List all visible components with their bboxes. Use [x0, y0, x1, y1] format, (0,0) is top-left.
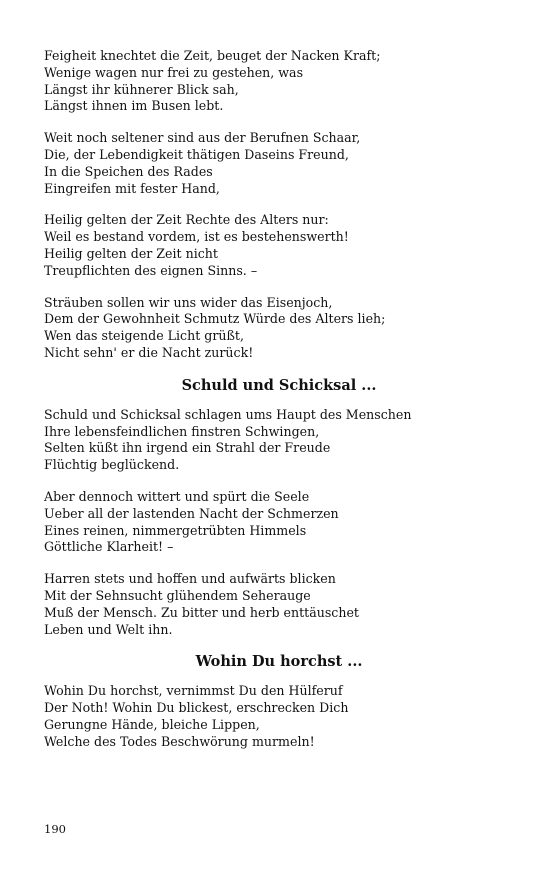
verse-line: Harren stets und hoffen und aufwärts blicken	[44, 571, 336, 587]
verse-line: In die Speichen des Rades	[44, 163, 213, 179]
verse-line: Wenige wagen nur frei zu gestehen, was	[44, 64, 304, 80]
verse-line: Dem der Gewohnheit Schmutz Würde des Alters lieh;	[44, 311, 386, 327]
verse-line: Eines reinen, nimmergetrübten Himmels	[44, 522, 307, 538]
verse-line: Die, der Lebendigkeit thätigen Daseins Freund,	[44, 146, 349, 162]
verse-line: Weil es bestand vordem, ist es bestehenswerth!	[44, 229, 349, 245]
verse-line: Leben und Welt ihn.	[44, 621, 173, 637]
verse-line: Schuld und Schicksal schlagen ums Haupt des Menschen	[44, 406, 412, 422]
verse-line: Aber dennoch wittert und spürt die Seele	[44, 488, 310, 504]
stanza	[44, 489, 514, 556]
verse-line: Heilig gelten der Zeit Rechte des Alters nur:	[44, 212, 329, 228]
verse-line: Mit der Sehnsucht glühendem Seherauge	[44, 587, 311, 603]
stanza	[44, 571, 514, 638]
page-number: 190	[44, 822, 66, 836]
stanza	[44, 212, 514, 279]
verse-line: Feigheit knechtet die Zeit, beuget der Nacken Kraft;	[44, 48, 381, 63]
poem-wohin-du-horchst	[44, 653, 514, 750]
verse-line: Wohin Du horchst, vernimmst Du den Hülferuf	[44, 683, 343, 699]
verse-line: Längst ihr kühnerer Blick sah,	[44, 81, 239, 97]
verse-line: Welche des Todes Beschwörung murmeln!	[44, 733, 315, 749]
verse-line: Längst ihnen im Busen lebt.	[44, 98, 224, 114]
verse-line: Flüchtig beglückend.	[44, 457, 180, 473]
verse-line: Ihre lebensfeindlichen finstren Schwingen,	[44, 423, 320, 439]
poem-title: Wohin Du horchst ...	[195, 653, 363, 671]
verse-line: Wen das steigende Licht grüßt,	[44, 328, 244, 344]
verse-line: Selten küßt ihn irgend ein Strahl der Freude	[44, 440, 331, 456]
poem-continuation	[44, 48, 514, 362]
verse-line: Gerungne Hände, bleiche Lippen,	[44, 716, 260, 732]
verse-line: Treupflichten des eignen Sinns. –	[44, 262, 258, 278]
stanza	[44, 407, 514, 474]
verse-line: Der Noth! Wohin Du blickest, erschrecken Dich	[44, 700, 349, 716]
verse-line: Ueber all der lastenden Nacht der Schmerzen	[44, 505, 339, 521]
stanza	[44, 48, 514, 115]
verse-line: Eingreifen mit fester Hand,	[44, 180, 220, 196]
stanza	[44, 295, 514, 362]
page-body	[44, 48, 514, 766]
verse-line: Göttliche Klarheit! –	[44, 539, 174, 555]
stanza	[44, 683, 514, 750]
verse-line: Sträuben sollen wir uns wider das Eisenjoch,	[44, 294, 333, 310]
verse-line: Muß der Mensch. Zu bitter und herb enttäuschet	[44, 604, 359, 620]
poem-title: Schuld und Schicksal ...	[181, 376, 377, 394]
verse-line: Heilig gelten der Zeit nicht	[44, 245, 218, 261]
stanza	[44, 130, 514, 197]
verse-line: Weit noch seltener sind aus der Berufnen Schaar,	[44, 130, 361, 146]
verse-line: Nicht sehn' er die Nacht zurück!	[44, 344, 254, 360]
poem-schuld-und-schicksal	[44, 377, 514, 639]
